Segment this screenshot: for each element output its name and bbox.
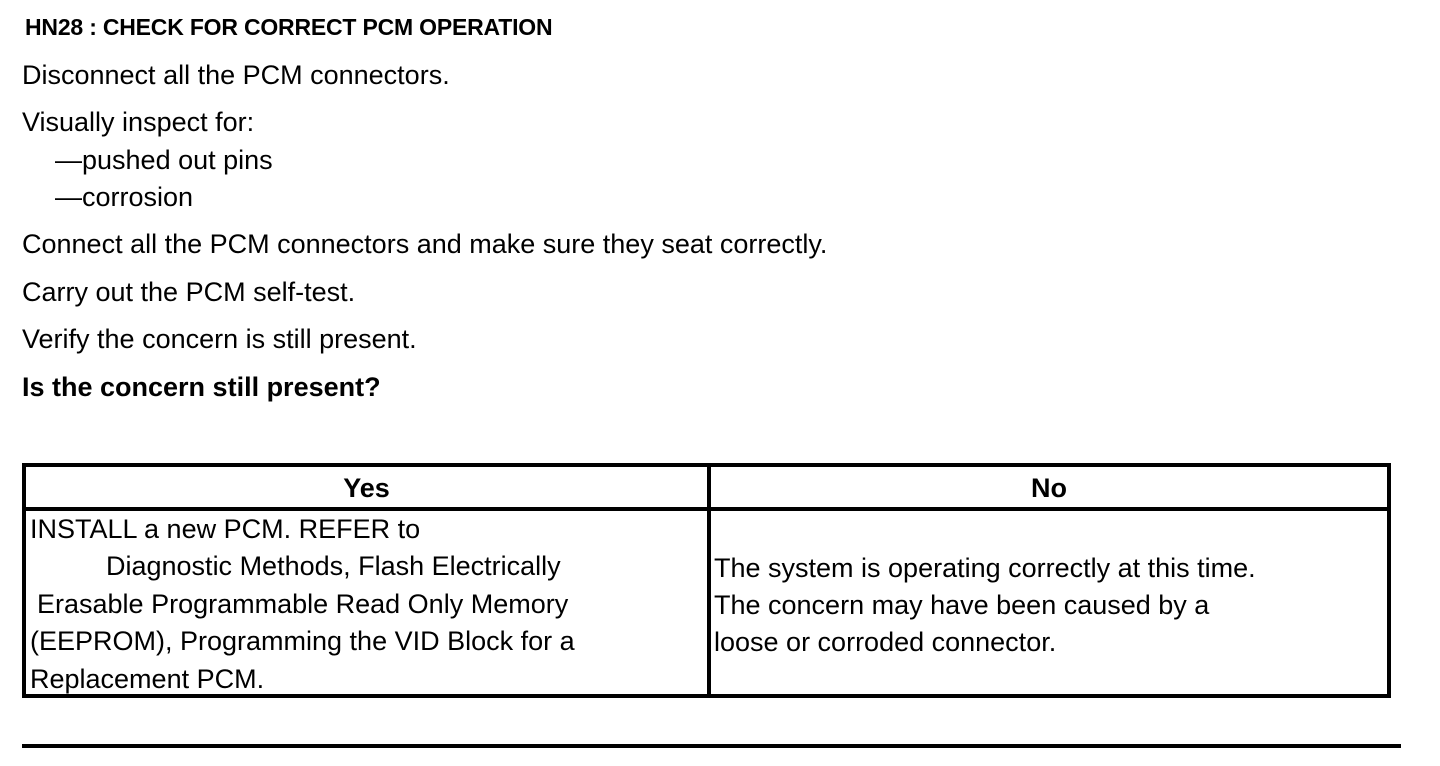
no-result-line: The system is operating correctly at this time. (714, 553, 1256, 583)
inspection-item-corrosion: —corrosion (55, 182, 194, 212)
table-header-yes: Yes (343, 473, 390, 503)
footer-rule (22, 744, 1401, 748)
yes-action-line: (EEPROM), Programming the VID Block for a (30, 626, 575, 656)
inspection-item-pushed-out-pins: —pushed out pins (55, 145, 273, 175)
yes-action-line: Replacement PCM. (30, 664, 265, 694)
step-visual-inspection: Visually inspect for: (22, 107, 255, 137)
step-connect-connectors: Connect all the PCM connectors and make sure they seat correctly. (22, 229, 828, 259)
step-disconnect-connectors: Disconnect all the PCM connectors. (22, 60, 450, 90)
yes-action-line: INSTALL a new PCM. REFER to (30, 514, 421, 544)
yes-action-line: Erasable Programmable Read Only Memory (37, 589, 569, 619)
table-header-no: No (1031, 473, 1067, 503)
no-result-line: The concern may have been caused by a (714, 590, 1210, 620)
step-pcm-self-test: Carry out the PCM self-test. (22, 277, 356, 307)
yes-action-line: Diagnostic Methods, Flash Electrically (106, 551, 561, 581)
decision-table (22, 463, 1391, 698)
step-verify-concern: Verify the concern is still present. (22, 324, 417, 354)
decision-question: Is the concern still present? (22, 372, 381, 402)
page-title: HN28 : CHECK FOR CORRECT PCM OPERATION (25, 14, 553, 40)
no-result-line: loose or corroded connector. (714, 627, 1057, 657)
